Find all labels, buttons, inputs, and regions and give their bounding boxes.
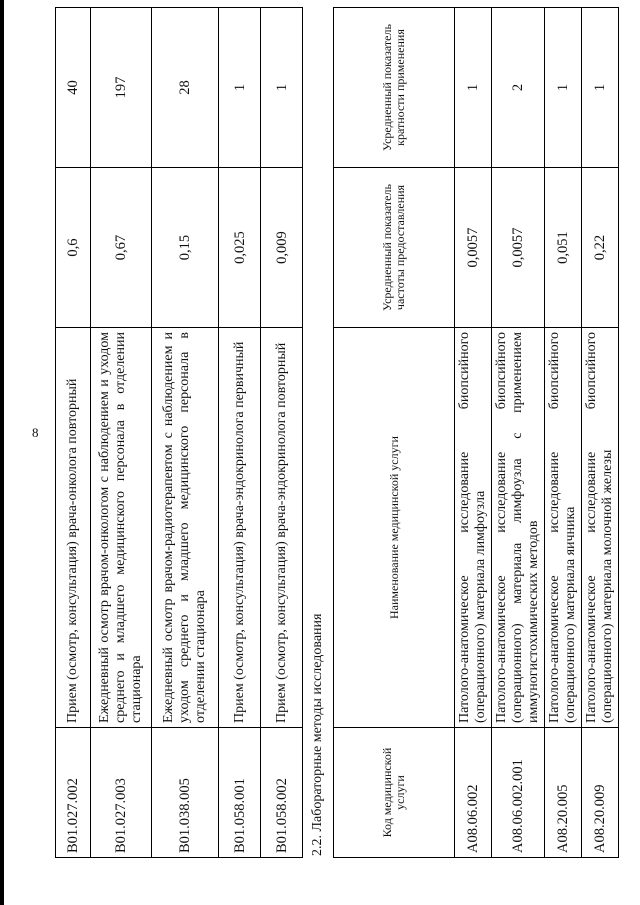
multiplicity-value: 1 [261,8,303,168]
service-name: Прием (осмотр, консультация) врача-эндокринолога первичный [219,328,261,728]
rotated-page-content [55,8,615,858]
frequency-value: 0,025 [219,168,261,328]
header-name: Наименование медицинской услуги [334,328,455,728]
header-frequency: Усредненный показатель частоты предоставления [334,168,455,328]
table-row [545,8,582,858]
services-table-continued [55,7,303,858]
table-row [492,8,545,858]
table-row [219,8,261,858]
frequency-value: 0,0057 [455,168,492,328]
page-number: 8 [32,425,39,440]
table-row [152,8,219,858]
table-row [582,8,619,858]
service-code: B01.027.002 [56,728,91,858]
multiplicity-value: 2 [492,8,545,168]
lab-methods-table [333,7,619,858]
service-name: Патолого-анатомическое исследование биопсийного (операционного) материала лимфоузла [455,328,492,728]
service-code: B01.058.002 [261,728,303,858]
section-title: 2.2. Лабораторные методы исследования [310,613,325,856]
frequency-value: 0,051 [545,168,582,328]
frequency-value: 0,6 [56,168,91,328]
frequency-value: 0,009 [261,168,303,328]
multiplicity-value: 197 [91,8,152,168]
frequency-value: 0,0057 [492,168,545,328]
service-name: Ежедневный осмотр врачом-радиотерапевтом с наблюдением и уходом среднего и младшего медицинского персонала в отделении стационара [152,328,219,728]
header-multiplicity: Усредненный показатель кратности применения [334,8,455,168]
service-code: A08.20.005 [545,728,582,858]
header-code: Код медицинской услуги [334,728,455,858]
table-row [91,8,152,858]
service-name: Патолого-анатомическое исследование биопсийного (операционного) материала яичника [545,328,582,728]
service-code: B01.038.005 [152,728,219,858]
table-header-row [334,8,455,858]
service-code: B01.027.003 [91,728,152,858]
service-name: Патолого-анатомическое исследование биопсийного (операционного) материала молочной железы [582,328,619,728]
table-row [455,8,492,858]
service-name: Прием (осмотр, консультация) врача-онколога повторный [56,328,91,728]
frequency-value: 0,15 [152,168,219,328]
multiplicity-value: 28 [152,8,219,168]
table-row [56,8,91,858]
service-name: Прием (осмотр, консультация) врача-эндокринолога повторный [261,328,303,728]
service-code: A08.06.002 [455,728,492,858]
service-code: A08.20.009 [582,728,619,858]
multiplicity-value: 1 [545,8,582,168]
service-code: B01.058.001 [219,728,261,858]
scan-edge [0,0,4,905]
multiplicity-value: 40 [56,8,91,168]
service-name: Ежедневный осмотр врачом-онкологом с наблюдением и уходом среднего и младшего медицинского персонала в отделении стационара [91,328,152,728]
service-code: A08.06.002.001 [492,728,545,858]
service-name: Патолого-анатомическое исследование биопсийного (операционного) материала лимфоузла с применением иммуногистохимических методов [492,328,545,728]
frequency-value: 0,67 [91,168,152,328]
multiplicity-value: 1 [219,8,261,168]
frequency-value: 0,22 [582,168,619,328]
multiplicity-value: 1 [582,8,619,168]
multiplicity-value: 1 [455,8,492,168]
table-row [261,8,303,858]
